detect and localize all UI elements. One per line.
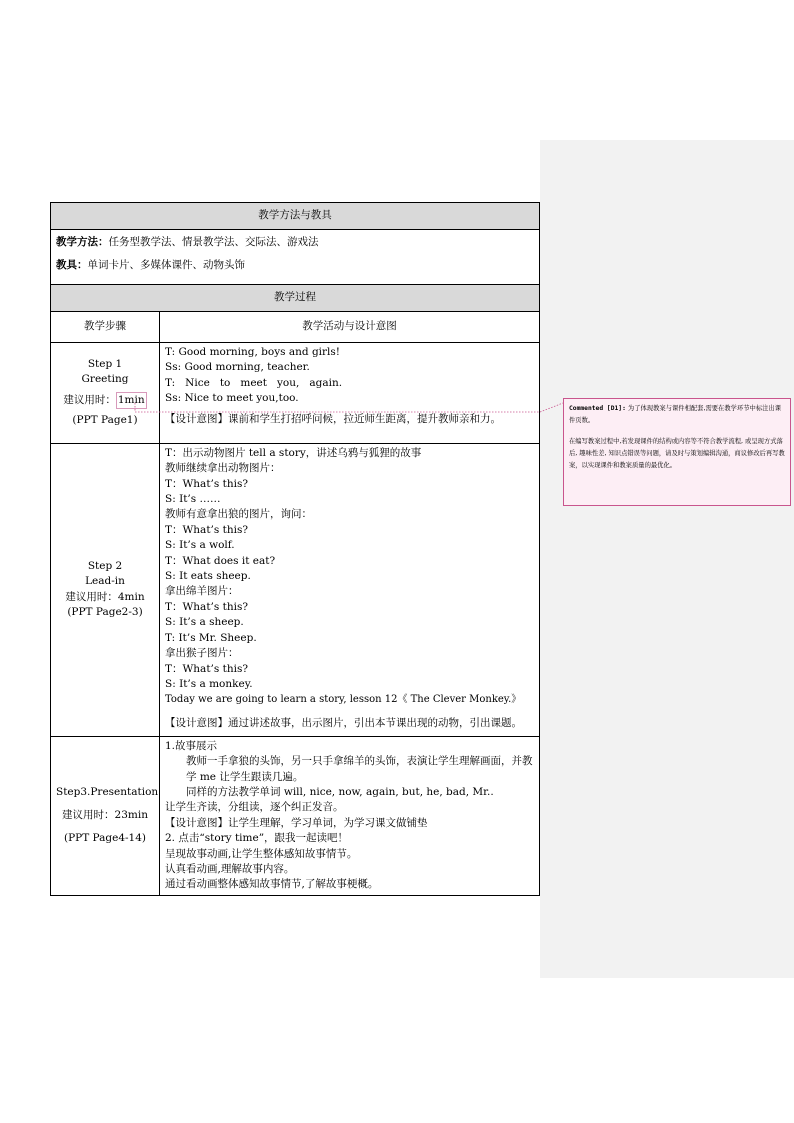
step2-line: Today we are going to learn a story, lesson 12《 The Clever Monkey.》 [165,694,522,706]
step3-line: 同样的方法教学单词 will, nice, now, again, but, he, bad, Mr.. [186,785,494,798]
methods-label: 教学方法： [56,236,109,248]
step2-line: S: It’s a monkey. [165,677,253,690]
step2-ppt: (PPT Page2-3) [67,606,143,619]
step2-line: S: It’s …… [165,493,221,506]
comment-pane [540,140,794,978]
step2-title: Step 2 [87,559,123,572]
process-header: 教学过程 [51,284,540,311]
step2-line: 拿出猴子图片： [165,647,239,660]
tools-label: 教具： [56,259,88,272]
step1-title: Step 1 [87,358,123,370]
step3-time: 建议用时：23min [62,809,148,822]
step1-line: Ss: Nice to meet you,too. [165,392,299,405]
step2-line: 拿出绵羊图片： [165,585,239,598]
step2-line: T：What’s this? [165,600,248,613]
step2-intent: 【设计意图】通过讲述故事，出示图片，引出本节课出现的动物，引出课题。 [165,716,522,729]
step2-row [51,443,540,736]
lesson-plan-table [50,202,540,896]
step1-row [51,342,540,443]
step2-line: S: It’s a sheep. [165,616,244,629]
step3-line: 通过看动画整体感知故事情节,了解故事梗概。 [165,878,379,891]
step2-label-cell [51,443,160,736]
step2-time: 建议用时：4min [65,590,145,603]
step3-ppt: (PPT Page4-14) [63,832,147,845]
step2-line: T：What’s this? [165,477,248,490]
step3-activity-cell [160,736,540,895]
step2-activity-cell [160,443,540,736]
step3-line: 让学生齐读，分组读，逐个纠正发音。 [165,801,344,814]
step3-label-cell [51,736,160,895]
step2-line: S: It eats sheep. [165,570,251,583]
step1-label-cell [51,342,160,443]
step3-line: 2. 点击“story time”，跟我一起读吧！ [165,832,349,845]
methods-cell [51,230,540,285]
step1-activity-cell [160,342,540,443]
step2-line: S: It’s a wolf. [165,539,235,552]
col-header-activities: 教学活动与设计意图 [160,311,540,342]
step1-intent: 【设计意图】课前和学生打招呼问候，拉近师生距离，提升教师亲和力。 [165,413,501,426]
step2-line: T：What’s this? [165,662,248,675]
step3-line: 【设计意图】让学生理解，学习单词，为学习课文做铺垫 [165,816,428,829]
step3-row [51,736,540,895]
col-header-steps: 教学步骤 [51,311,160,342]
comment-author: Commented [D1]: [569,405,626,412]
comment-anchor[interactable]: 1min [116,392,147,409]
comment-text: 为了体现教案与课件相配套,需要在教学环节中标注出课件页数。 [569,405,782,425]
step1-time: 建议用时： 1min [56,392,154,409]
step1-line: T: Good morning, boys and girls! [165,345,341,358]
step3-line: 认真看动画,理解故事内容。 [165,862,295,875]
step2-line: T：What does it eat? [165,554,276,567]
step2-line: 教师有意拿出狼的图片，询问： [165,508,312,521]
step3-line: 呈现故事动画,让学生整体感知故事情节。 [165,847,358,860]
step1-name: Greeting [81,373,129,386]
step1-line: T: Nice to meet you, again. [165,376,343,389]
step2-line: T: It’s Mr. Sheep. [165,631,257,644]
step3-line: 1.故事展示 [165,739,218,752]
step2-line: T：出示动物图片 tell a story，讲述乌鸦与狐狸的故事 [165,446,422,459]
comment-text-2: 在编写教案过程中,若发现课件的结构或内容等不符合教学流程, 或呈现方式落后, 趣味性差, 知识点错误等问题，请及时与策划编辑沟通，商议修改后再写教案，以实现课件和教案质量的最优化。 [569,437,785,470]
methods-value: 任务型教学法、情景教学法、交际法、游戏法 [108,236,319,248]
step2-line: 教师继续拿出动物图片： [165,462,281,475]
step1-ppt: (PPT Page1) [72,414,138,427]
comment-balloon[interactable] [563,398,791,506]
tools-value: 单词卡片、多媒体课件、动物头饰 [87,259,245,272]
step3-title: Step3.Presentation [56,785,159,798]
step1-line: Ss: Good morning, teacher. [165,361,310,374]
step3-line: 教师一手拿狼的头饰，另一只手拿绵羊的头饰，表演让学生理解画面，并教学 me 让学生跟读几遍。 [186,755,533,783]
step2-line: T：What’s this? [165,523,248,536]
step2-name: Lead-in [85,575,125,588]
methods-header: 教学方法与教具 [51,203,540,230]
